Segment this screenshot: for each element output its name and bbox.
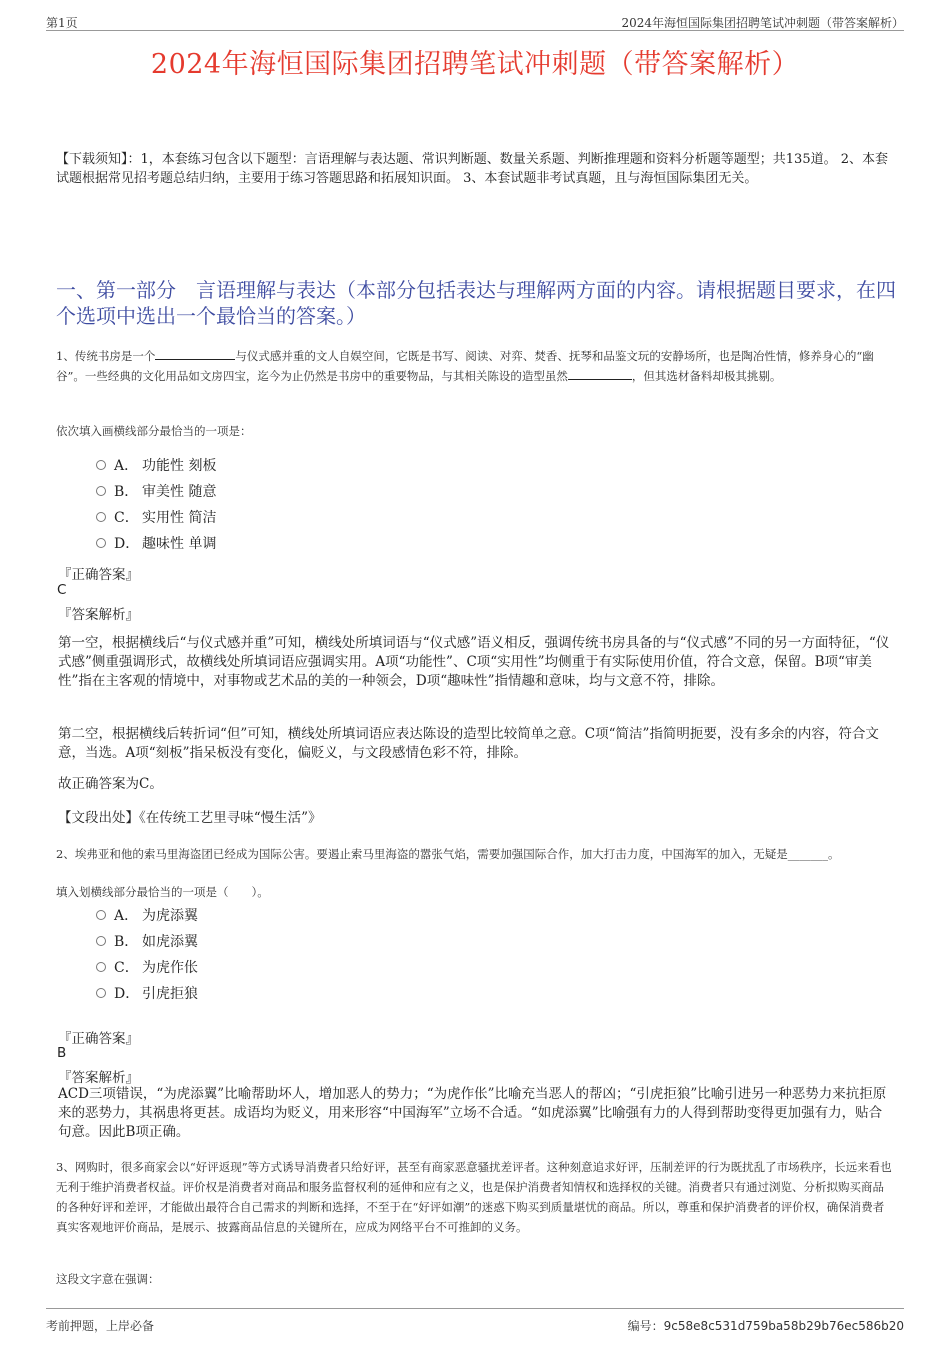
question-1-option-b[interactable]: B． 审美性 随意: [96, 483, 216, 501]
question-2-answer: B: [57, 1045, 67, 1061]
question-2-option-c[interactable]: C． 为虎作伥: [96, 959, 198, 977]
question-2-option-b[interactable]: B． 如虎添翼: [96, 933, 198, 951]
question-2-analysis: ACD三项错误，“为虎添翼”比喻帮助坏人，增加恶人的势力；“为虎作伥”比喻充当恶人的帮凶；“引虎拒狼”比喻引进另一种恶势力来抗拒原来的恶势力，其祸患将更甚。成语均为贬义，用来形容“中国海军”立场不合适。“如虎添翼”比喻强有力的人得到帮助变得更加强有力，贴合句意。因此B项正确。: [58, 1086, 887, 1140]
question-1-analysis-p1: 第一空，根据横线后“与仪式感并重”可知，横线处所填词语与“仪式感”语义相反，强调传统书房具备的与“仪式感”不同的另一方面特征，“仪式感”侧重强调形式，故横线处所填词语应强调实用。A项“功能性”、C项“实用性”均侧重于有实际使用价值，符合文意，保留。B项“审美性”指在主客观的情境中，对事物或艺术品的美的一种领会，D项“趣味性”指情趣和意味，均与文意不符，排除。: [58, 635, 890, 689]
question-2-analysis-label: 『答案解析』: [58, 1070, 139, 1086]
question-1-option-c[interactable]: C． 实用性 简洁: [96, 509, 216, 527]
page-header: [46, 12, 904, 31]
question-1-option-a[interactable]: A． 功能性 刻板: [96, 457, 216, 475]
radio-icon[interactable]: [96, 910, 106, 920]
document-title: 2024年海恒国际集团招聘笔试冲刺题（带答案解析）: [150, 49, 800, 80]
question-3-instruction: 这段文字意在强调：: [56, 1272, 160, 1286]
radio-icon[interactable]: [96, 512, 106, 522]
radio-icon[interactable]: [96, 936, 106, 946]
radio-icon[interactable]: [96, 486, 106, 496]
code-label: 编号：: [627, 1319, 664, 1333]
question-2-option-a[interactable]: A． 为虎添翼: [96, 907, 198, 925]
question-3-text: 3、网购时，很多商家会以“好评返现”等方式诱导消费者只给好评，甚至有商家恶意骚扰差评者。这种刻意追求好评，压制差评的行为既扰乱了市场秩序，长远来看也无利于维护消费者权益。评价权是消费者对商品和服务监督权利的延伸和应有之义，也是保护消费者知情权和选择权的关键。消费者只有通过浏览、分析拟购买商品的各种好评和差评，才能做出最符合自己需求的判断和选择，不至于在“好评如潮”的迷惑下购买到质量堪忧的商品。所以，尊重和保护消费者的评价权，确保消费者真实客观地评价商品，是展示、披露商品信息的关键所在，应成为网络平台不可推卸的义务。: [56, 1160, 892, 1234]
page-footer: [46, 1308, 904, 1335]
question-1-source: 【文段出处】《在传统工艺里寻味“慢生活”》: [58, 810, 322, 826]
question-1-part1: 1、传统书房是一个: [56, 349, 156, 363]
question-1-analysis-label: 『答案解析』: [58, 607, 139, 623]
question-1-analysis-p2: 第二空，根据横线后转折词“但”可知，横线处所填词语应表达陈设的造型比较简单之意。C项“简洁”指简明扼要，没有多余的内容，符合文意，当选。A项“刻板”指呆板没有变化，偏贬义，与文段感情色彩不符，排除。: [58, 726, 879, 761]
question-2-answer-label: 『正确答案』: [58, 1031, 139, 1047]
running-title: 2024年海恒国际集团招聘笔试冲刺题（带答案解析）: [621, 16, 904, 30]
footer-slogan: 考前押题，上岸必备: [46, 1319, 155, 1333]
question-1-part2: 与仪式感并重的文人自娱空间，它既是书写、阅读、对弈、焚香、抚琴和品鉴文玩的安静场所，也是陶冶性情，修养身心的“幽谷”。一些经典的文化用品如文房四宝，迄今为止仍然是书房中的重要物品，与其相关陈设的造型虽然: [56, 349, 874, 383]
radio-icon[interactable]: [96, 460, 106, 470]
code-value: 9c58e8c531d759ba58b29b76ec586b20: [663, 1319, 904, 1333]
question-1-answer-label: 『正确答案』: [58, 567, 139, 583]
question-2-option-d[interactable]: D． 引虎拒狼: [96, 985, 198, 1003]
question-2-instruction: 填入划横线部分最恰当的一项是（ ）。: [56, 885, 269, 899]
page-number: 第1页: [46, 16, 78, 30]
question-1-part3: ，但其选材备料却极其挑剔。: [631, 369, 782, 383]
question-1-analysis-p3: 故正确答案为C。: [58, 776, 163, 792]
question-1-instruction: 依次填入画横线部分最恰当的一项是：: [56, 424, 252, 438]
section-heading: 一、第一部分 言语理解与表达（本部分包括表达与理解两方面的内容。请根据题目要求，在四个选项中选出一个最恰当的答案。）: [56, 278, 896, 328]
question-1-text: [56, 346, 894, 386]
download-notice: 【下载须知】：1，本套练习包含以下题型：言语理解与表达题、常识判断题、数量关系题、判断推理题和资料分析题等题型；共135道。 2、本套试题根据常见招考题总结归纳，主要用于练习答题思路和拓展知识面。 3、本套试题非考试真题，且与海恒国际集团无关。: [56, 152, 888, 186]
document-code: [628, 1317, 904, 1334]
blank-1: [155, 346, 235, 360]
radio-icon[interactable]: [96, 988, 106, 998]
blank-2: [568, 366, 632, 380]
radio-icon[interactable]: [96, 962, 106, 972]
radio-icon[interactable]: [96, 538, 106, 548]
question-1-option-d[interactable]: D． 趣味性 单调: [96, 535, 216, 553]
question-2-text: 2、埃弗亚和他的索马里海盗团已经成为国际公害。要遏止索马里海盗的嚣张气焰，需要加强国际合作，加大打击力度，中国海军的加入，无疑是_______。: [56, 847, 840, 861]
question-1-answer: C: [57, 582, 67, 598]
